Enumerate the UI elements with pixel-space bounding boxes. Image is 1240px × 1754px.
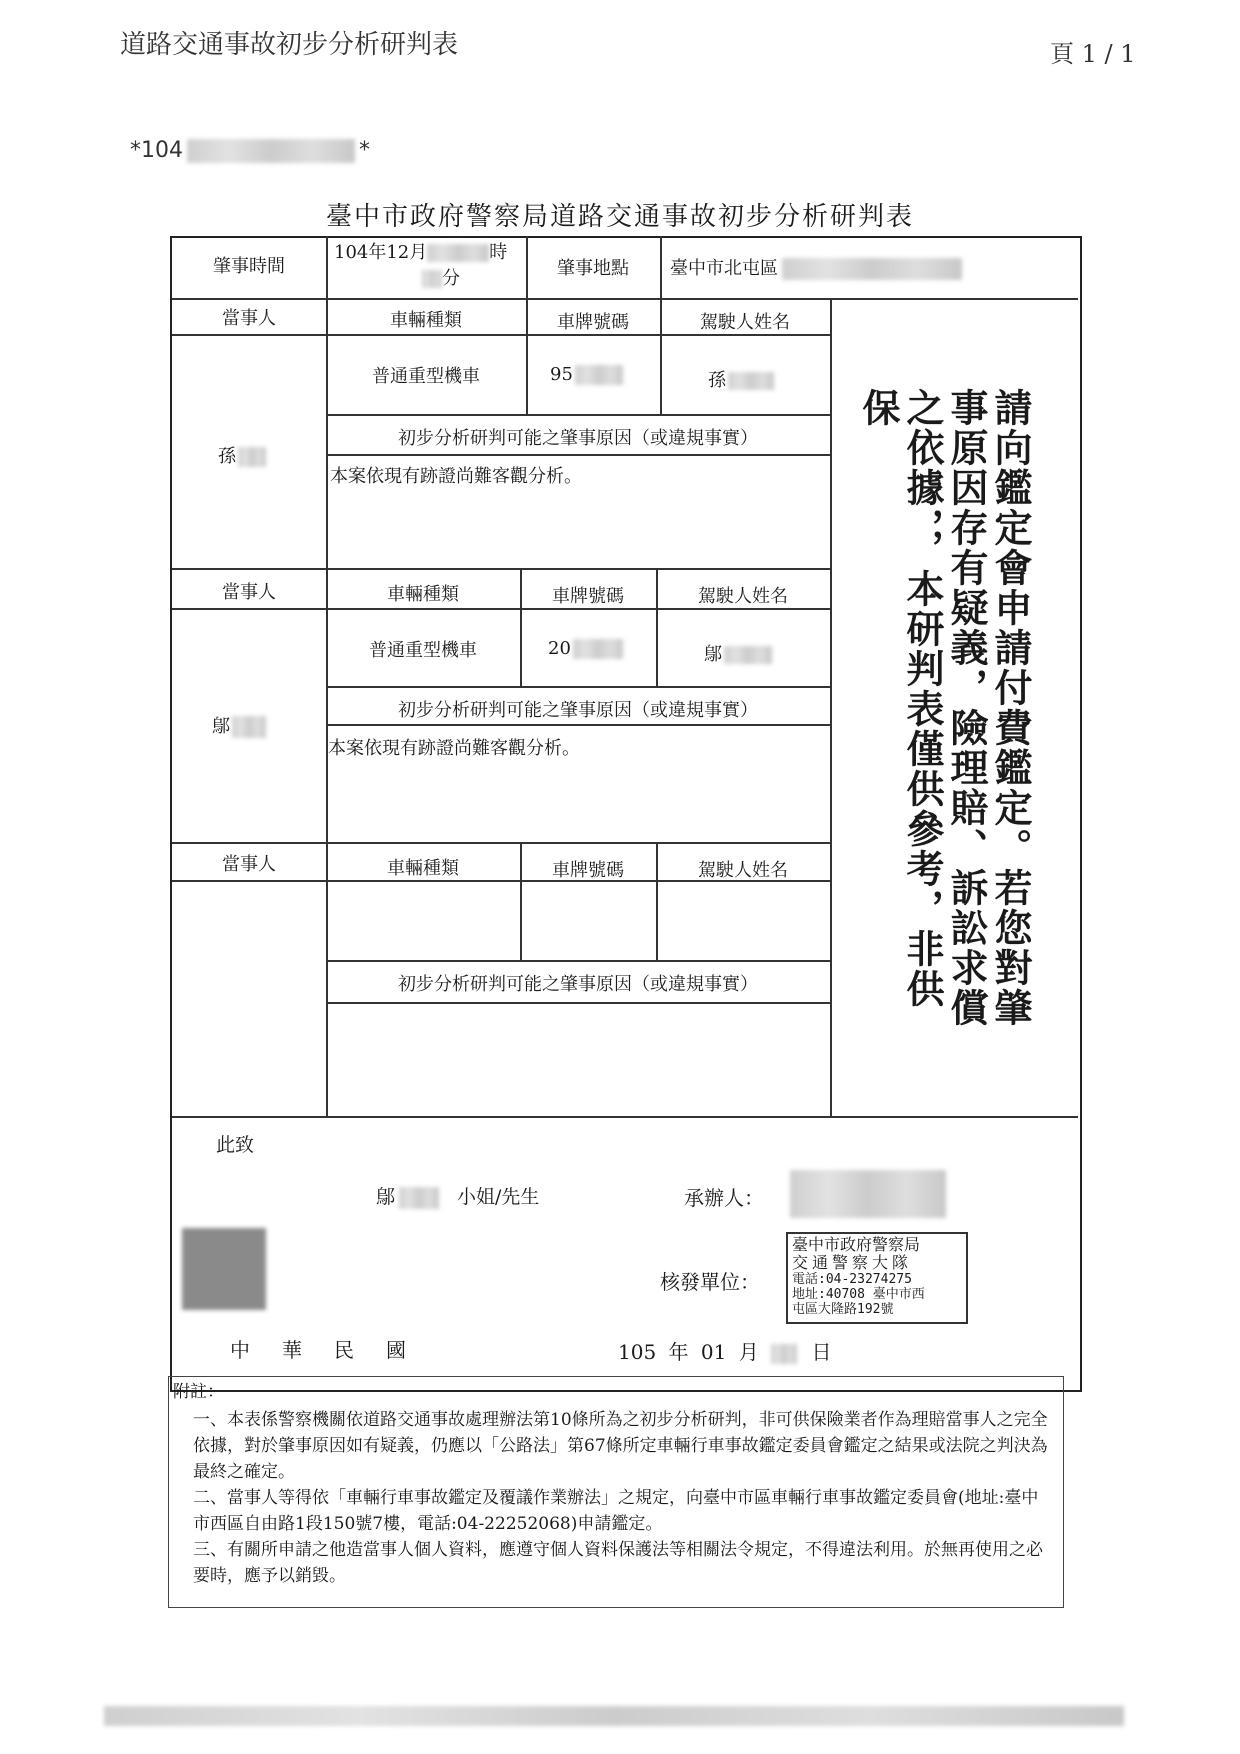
redacted-handler (790, 1170, 946, 1218)
redacted-name (238, 447, 266, 467)
party-label-2: 當事人 (222, 582, 276, 603)
vehicle-type-label-3: 車輛種類 (387, 858, 459, 879)
vehicle-type-label-1: 車輛種類 (390, 310, 462, 331)
redacted-footer (104, 1706, 1124, 1726)
document-code-prefix: *104 (130, 138, 183, 163)
driver-1: 孫 (708, 366, 774, 392)
party-name-1: 孫 (218, 442, 266, 468)
redacted-address (782, 258, 962, 280)
document-code (130, 138, 370, 163)
cause-label-3: 初步分析研判可能之肇事原因（或違規事實） (398, 974, 758, 995)
time-label: 肇事時間 (213, 256, 285, 277)
vehicle-type-2: 普通重型機車 (369, 640, 477, 661)
redacted-driver (728, 372, 774, 390)
note-item-1: 一、本表係警察機關依道路交通事故處理辦法第10條所為之初步分析研判，非可供保險業者作為理賠當事人之完全依據，對於肇事原因如有疑義，仍應以「公路法」第67條所定車輛行車事故鑑定委員會鑑定之結果或法院之判決為最終之確定。 (193, 1410, 1048, 1482)
header-title: 道路交通事故初步分析研判表 (120, 30, 459, 60)
note-item-3: 三、有關所申請之他造當事人個人資料，應遵守個人資料保護法等相關法令規定，不得違法利用。於無再使用之必要時，應予以銷毀。 (193, 1540, 1043, 1586)
driver-label-2: 駕駛人姓名 (698, 586, 788, 607)
redacted-day (427, 244, 489, 262)
party-label-3: 當事人 (222, 854, 276, 875)
plate-label-2: 車牌號碼 (552, 586, 624, 607)
note-item-2: 二、當事人等得依「車輛行車事故鑑定及覆議作業辦法」之規定，向臺中市區車輛行車事故鑑定委員會(地址:臺中市西區自由路1段150號7樓，電話:04-22252068)申請鑑定。 (193, 1488, 1039, 1534)
redacted-plate (575, 365, 623, 385)
notes-box (168, 1376, 1064, 1608)
salutation: 此致 (216, 1134, 255, 1156)
time-value: 104年12月 時 分 (334, 242, 508, 289)
location-value: 臺中市北屯區 (670, 254, 970, 280)
redacted-seal (182, 1228, 266, 1310)
driver-label-1: 駕駛人姓名 (700, 312, 790, 333)
party-label-1: 當事人 (222, 308, 276, 329)
vehicle-type-1: 普通重型機車 (372, 366, 480, 387)
side-note-vertical: 請向鑑定會申請付費鑑定。若您對肇事原因存有疑義，險理賠、訴訟求償之依據，，本研判表僅供參考，非供保 (856, 388, 1033, 1028)
plate-2: 20 (548, 638, 623, 659)
redacted-recipient (399, 1187, 439, 1209)
redacted-name (232, 716, 266, 738)
cause-1: 本案依現有跡證尚難客觀分析。 (330, 466, 582, 487)
cause-2: 本案依現有跡證尚難客觀分析。 (328, 738, 580, 759)
redacted-plate (573, 639, 623, 659)
page-number: 頁 1 / 1 (1050, 40, 1136, 68)
driver-2: 鄔 (704, 640, 772, 666)
cause-label-2: 初步分析研判可能之肇事原因（或違規事實） (398, 700, 758, 721)
recipient: 鄔 小姐/先生 (376, 1186, 540, 1208)
document-code-suffix: * (359, 138, 370, 163)
location-label: 肇事地點 (557, 258, 629, 279)
cause-label-1: 初步分析研判可能之肇事原因（或違規事實） (398, 428, 758, 449)
vehicle-type-label-2: 車輛種類 (387, 584, 459, 605)
stamp-line-5: 屯區大隆路192號 (792, 1302, 894, 1317)
handler-label: 承辦人： (684, 1186, 764, 1210)
party-name-2: 鄔 (212, 712, 266, 738)
notes-label: 附註： (173, 1382, 224, 1402)
issuer-label: 核發單位： (660, 1270, 760, 1294)
plate-1: 95 (550, 364, 623, 385)
stamp-line-3: 電話:04-23274275 (792, 1272, 912, 1287)
plate-label-3: 車牌號碼 (552, 860, 624, 881)
driver-label-3: 駕駛人姓名 (698, 860, 788, 881)
stamp-line-1: 臺中市政府警察局 (792, 1235, 921, 1254)
redacted-driver (724, 646, 772, 664)
redacted-day (771, 1344, 797, 1364)
stamp-line-2: 交通警察大隊 (792, 1253, 913, 1272)
country: 中 華 民 國 (230, 1338, 412, 1362)
form-title: 臺中市政府警察局道路交通事故初步分析研判表 (325, 202, 914, 232)
redacted-code (187, 139, 355, 163)
issuer-stamp (786, 1232, 968, 1324)
plate-label-1: 車牌號碼 (557, 312, 629, 333)
redacted-minute (422, 270, 442, 288)
stamp-line-4: 地址:40708 臺中市西 (792, 1287, 925, 1302)
issue-date: 105 年 01 月 日 (618, 1340, 832, 1364)
